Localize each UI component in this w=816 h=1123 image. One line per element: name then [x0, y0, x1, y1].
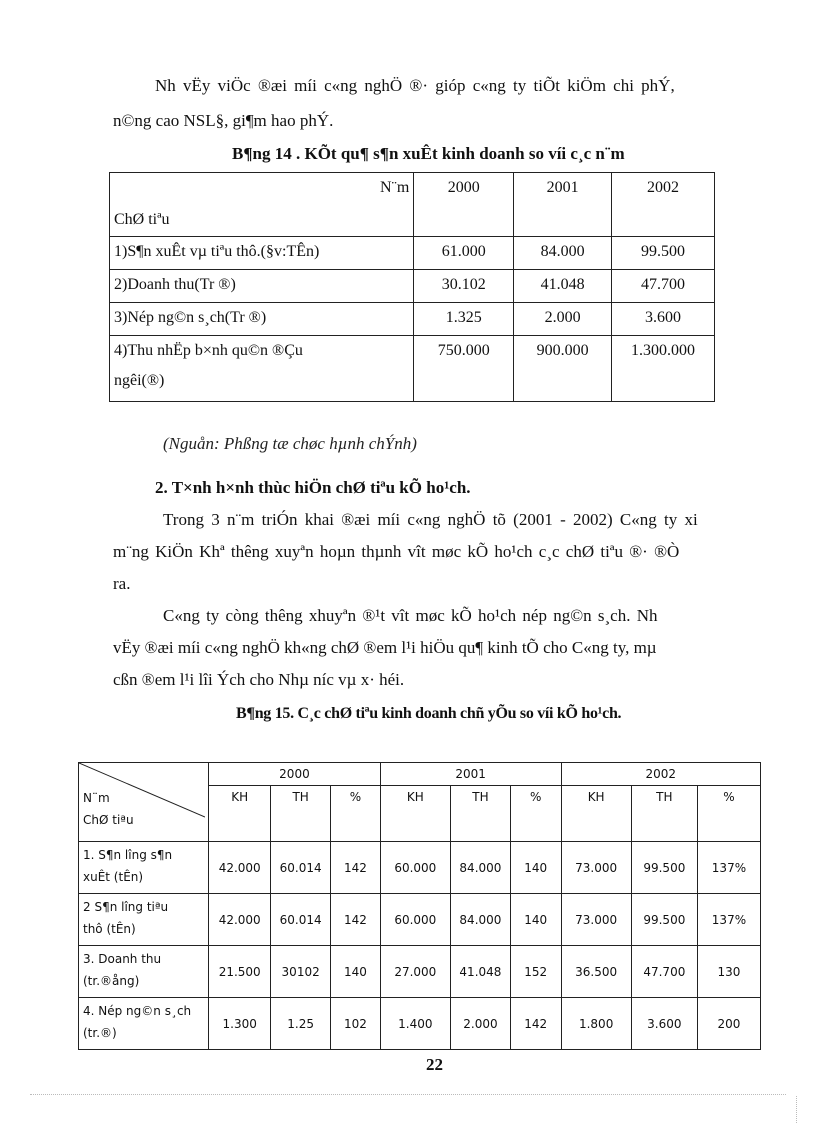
intro-line-1: Nh vËy viÖc ®æi míi c«ng nghÖ ®· gióp c«ng ty tiÕt kiÖm chi phÝ,	[155, 76, 675, 95]
table14-row-label: 2)Doanh thu(Tr ®)	[110, 270, 414, 303]
footer-side-divider	[796, 1096, 797, 1123]
table15-cell: 137%	[697, 894, 760, 946]
table14-corner-cell	[110, 173, 414, 237]
table14-header-row	[110, 173, 715, 237]
p3-line-3: cßn ®em l¹i lîi Ých cho Nhµ níc vµ x· héi.	[113, 670, 405, 689]
table-row	[110, 270, 715, 303]
table15-header-chitieu: ChØ tiªu	[83, 813, 134, 827]
table15-cell: 27.000	[380, 946, 450, 998]
table15-cell: 84.000	[450, 894, 510, 946]
section-heading: 2. T×nh h×nh thùc hiÖn chØ tiªu kÕ ho¹ch.	[155, 478, 471, 497]
table14-row-label-line1: 4)Thu nhËp b×nh qu©n ®Çu	[114, 342, 303, 359]
table-row	[110, 336, 715, 402]
table14-cell: 3.600	[612, 303, 715, 336]
table15-cell: 140	[331, 946, 381, 998]
intro-line-2: n©ng cao NSL§, gi¶m hao phÝ.	[113, 111, 334, 130]
table14-row-label: 1)S¶n xuÊt vµ tiªu thô.(§v:TÊn)	[110, 237, 414, 270]
table15-sub-kh: KH	[561, 786, 631, 842]
table15-sub-pct: %	[697, 786, 760, 842]
table15-sub-th: TH	[450, 786, 510, 842]
table15-cell: 3.600	[631, 998, 697, 1050]
table14-header-nam: N¨m	[379, 179, 410, 196]
table14-cell: 84.000	[514, 237, 612, 270]
table15-row-label-line1: 4. Nép ng©n s¸ch	[83, 1004, 192, 1018]
table15-cell: 152	[510, 946, 561, 998]
table14-year-2000: 2000	[414, 173, 514, 237]
table14-row-label: 3)Nép ng©n s¸ch(Tr ®)	[110, 303, 414, 336]
table15-cell: 137%	[697, 842, 760, 894]
table-row	[110, 237, 715, 270]
table15-row-label	[79, 998, 209, 1050]
table15-cell: 41.048	[450, 946, 510, 998]
table14-year-2001: 2001	[514, 173, 612, 237]
table15-cell: 73.000	[561, 894, 631, 946]
table14-row-label	[110, 336, 414, 402]
table15-row-label-line2: (tr.®ång)	[83, 974, 140, 988]
p3-line-2: vËy ®æi míi c«ng nghÖ kh«ng chØ ®em l¹i hiÖu qu¶ kinh tÕ cho C«ng ty, mµ	[113, 638, 657, 657]
footer-divider	[30, 1094, 786, 1095]
table14-cell: 30.102	[414, 270, 514, 303]
table15-row-label	[79, 946, 209, 998]
table15-sub-kh: KH	[380, 786, 450, 842]
table15	[78, 762, 761, 1050]
table15-cell: 47.700	[631, 946, 697, 998]
table15-cell: 1.400	[380, 998, 450, 1050]
table15-cell: 42.000	[209, 842, 271, 894]
table15-cell: 36.500	[561, 946, 631, 998]
table14-year-2002: 2002	[612, 173, 715, 237]
table14-cell: 1.325	[414, 303, 514, 336]
table15-year-2000: 2000	[209, 763, 381, 786]
table14-title: B¶ng 14 . KÕt qu¶ s¶n xuÊt kinh doanh so víi c¸c n¨m	[232, 144, 625, 163]
table14-cell: 1.300.000	[612, 336, 715, 402]
table15-year-2002: 2002	[561, 763, 760, 786]
table14-source: (Nguån: Phßng tæ chøc hµnh chÝnh)	[163, 434, 417, 453]
table14-cell: 99.500	[612, 237, 715, 270]
table14-header-chitieu: ChØ tiªu	[114, 211, 170, 228]
table14-cell: 2.000	[514, 303, 612, 336]
table15-sub-th: TH	[271, 786, 331, 842]
table15-cell: 42.000	[209, 894, 271, 946]
table15-cell: 84.000	[450, 842, 510, 894]
table14-cell: 61.000	[414, 237, 514, 270]
table14-cell: 47.700	[612, 270, 715, 303]
table15-cell: 142	[331, 842, 381, 894]
table-row	[79, 998, 761, 1050]
table15-cell: 140	[510, 894, 561, 946]
table15-cell: 200	[697, 998, 760, 1050]
table14-cell: 900.000	[514, 336, 612, 402]
p2-line-1: Trong 3 n¨m triÓn khai ®æi míi c«ng nghÖ tõ (2001 - 2002) C«ng ty xi	[163, 510, 698, 529]
table15-row-label-line2: xuÊt (tÊn)	[83, 870, 144, 884]
table15-cell: 21.500	[209, 946, 271, 998]
table15-sub-kh: KH	[209, 786, 271, 842]
table15-cell: 60.014	[271, 842, 331, 894]
table15-cell: 140	[510, 842, 561, 894]
table15-cell: 1.25	[271, 998, 331, 1050]
table15-year-2001: 2001	[380, 763, 561, 786]
table15-cell: 60.000	[380, 842, 450, 894]
table14-cell: 750.000	[414, 336, 514, 402]
table15-row-label-line2: thô (tÊn)	[83, 922, 136, 936]
table15-title: B¶ng 15. C¸c chØ tiªu kinh doanh chñ yÕu so víi kÕ ho¹ch.	[236, 705, 622, 722]
table15-cell: 60.000	[380, 894, 450, 946]
table15-row-label	[79, 842, 209, 894]
table15-header-nam: N¨m	[83, 791, 110, 805]
table15-cell: 73.000	[561, 842, 631, 894]
table-row	[79, 946, 761, 998]
table15-sub-th: TH	[631, 786, 697, 842]
table15-year-row	[79, 763, 761, 786]
table15-cell: 60.014	[271, 894, 331, 946]
table15-cell: 2.000	[450, 998, 510, 1050]
table15-row-label-line2: (tr.®)	[83, 1026, 117, 1040]
table15-row-label-line1: 1. S¶n lîng s¶n	[83, 848, 173, 862]
table15-cell: 99.500	[631, 894, 697, 946]
p3-line-1: C«ng ty còng thêng xhuyªn ®¹t vît møc kÕ ho¹ch nép ng©n s¸ch. Nh	[163, 606, 658, 625]
table15-row-label	[79, 894, 209, 946]
table15-cell: 1.800	[561, 998, 631, 1050]
page-number: 22	[426, 1055, 443, 1074]
table14-row-label-line2: ngêi(®)	[114, 372, 165, 389]
table15-row-label-line1: 2 S¶n lîng tiªu	[83, 900, 169, 914]
table15-sub-pct: %	[510, 786, 561, 842]
table15-row-label-line1: 3. Doanh thu	[83, 952, 162, 966]
table15-cell: 102	[331, 998, 381, 1050]
table-row	[110, 303, 715, 336]
table15-cell: 1.300	[209, 998, 271, 1050]
table-row	[79, 894, 761, 946]
p2-line-3: ra.	[113, 574, 131, 593]
table15-cell: 142	[331, 894, 381, 946]
table15-cell: 99.500	[631, 842, 697, 894]
table15-cell: 30102	[271, 946, 331, 998]
p2-line-2: m¨ng KiÖn Khª thêng xuyªn hoµn thµnh vît møc kÕ ho¹ch c¸c chØ tiªu ®· ®Ò	[113, 542, 680, 561]
table14	[109, 172, 715, 402]
table-row	[79, 842, 761, 894]
table15-corner-cell	[79, 763, 209, 842]
table14-cell: 41.048	[514, 270, 612, 303]
table15-cell: 142	[510, 998, 561, 1050]
table15-sub-pct: %	[331, 786, 381, 842]
table15-cell: 130	[697, 946, 760, 998]
